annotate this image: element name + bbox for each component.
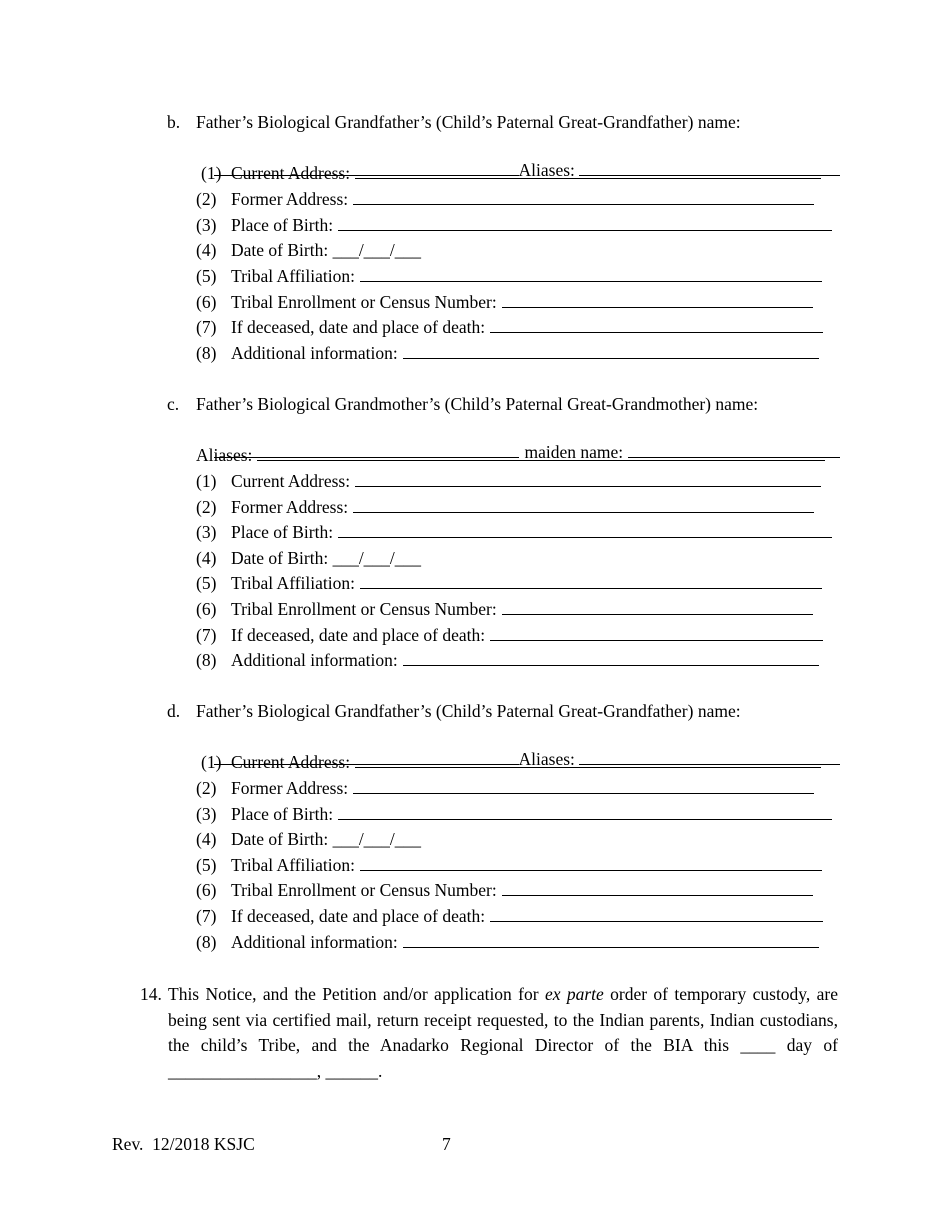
place-of-birth-line [231, 521, 832, 543]
current-address-line [231, 162, 821, 184]
enrollment-number-field[interactable] [502, 599, 813, 615]
item-label: Current Address: [231, 471, 351, 491]
item-label: Place of Birth: [231, 215, 334, 235]
current-address-line [231, 751, 821, 773]
former-address-line [231, 777, 814, 799]
item-num: (2) [196, 778, 217, 798]
former-address-field[interactable] [353, 778, 814, 794]
date-of-birth-field[interactable]: Date of Birth: ___/___/___ [231, 829, 422, 849]
item-num: (8) [196, 650, 217, 670]
item-label: Place of Birth: [231, 522, 334, 542]
paragraph-14 [140, 982, 839, 1084]
item-num: (3) [196, 522, 217, 542]
paragraph-text-after: order of temporary custody, are being sent via certified mail, return receipt requested, to the Indian parents, Indian custodians, the child’s Tribe, and the Anadarko Regional Director of the BIA this ____ day of _________________, ______. [168, 984, 839, 1081]
item-label: Former Address: [231, 778, 349, 798]
former-address-line [231, 496, 814, 518]
section-letter: c. [167, 394, 180, 414]
death-info-field[interactable] [490, 906, 823, 922]
item-num: (1) [196, 471, 217, 491]
item-label: Former Address: [231, 497, 349, 517]
date-of-birth-field[interactable]: Date of Birth: ___/___/___ [231, 548, 422, 568]
aliases-field[interactable] [257, 445, 825, 461]
enrollment-number-line [231, 291, 813, 313]
place-of-birth-line [231, 214, 832, 236]
item-num: (8) [196, 343, 217, 363]
former-address-field[interactable] [353, 497, 814, 513]
tribal-affiliation-field[interactable] [360, 266, 822, 282]
section-letter: b. [167, 112, 181, 132]
current-address-line [231, 470, 821, 492]
item-num: (7) [196, 625, 217, 645]
item-num: (8) [196, 932, 217, 952]
place-of-birth-field[interactable] [338, 522, 832, 538]
additional-info-line [231, 931, 819, 953]
additional-info-field[interactable] [403, 343, 819, 359]
item-num: (7) [196, 317, 217, 337]
paragraph-italic-term: ex parte [544, 984, 604, 1004]
death-info-line [231, 624, 823, 646]
maiden-name-label: maiden name: [524, 442, 624, 462]
aliases-line [196, 444, 825, 466]
item-num: (2) [196, 189, 217, 209]
section-heading: Father’s Biological Grandfather’s (Child’s Paternal Great-Grandfather) name: [196, 701, 741, 721]
aliases-label: Aliases: [518, 749, 575, 769]
item-label: Additional information: [231, 932, 398, 952]
additional-info-field[interactable] [403, 650, 819, 666]
place-of-birth-field[interactable] [338, 215, 832, 231]
paragraph-text-before: This Notice, and the Petition and/or application for [168, 984, 539, 1004]
item-label: Former Address: [231, 189, 349, 209]
enrollment-number-line [231, 598, 813, 620]
item-num: (4) [196, 240, 217, 260]
item-label: Current Address: [231, 752, 351, 772]
additional-info-field[interactable] [403, 932, 819, 948]
current-address-field[interactable] [355, 752, 821, 768]
paragraph-number: 14. [140, 984, 162, 1004]
item-label: Tribal Enrollment or Census Number: [231, 292, 497, 312]
item-label: Tribal Affiliation: [231, 855, 355, 875]
current-address-field[interactable] [355, 163, 821, 179]
section-letter: d. [167, 701, 181, 721]
item-label: Tribal Enrollment or Census Number: [231, 880, 497, 900]
footer-revision: Rev. 12/2018 KSJC [112, 1134, 255, 1154]
item-num: (1) [201, 163, 222, 183]
item-num: (3) [196, 215, 217, 235]
item-num: (5) [196, 266, 217, 286]
item-label: Additional information: [231, 343, 398, 363]
item-label: Additional information: [231, 650, 398, 670]
item-num: (5) [196, 573, 217, 593]
item-label: If deceased, date and place of death: [231, 625, 486, 645]
aliases-label: Aliases: [196, 445, 253, 465]
item-label: Current Address: [231, 163, 351, 183]
item-label: Tribal Enrollment or Census Number: [231, 599, 497, 619]
tribal-affiliation-field[interactable] [360, 573, 822, 589]
item-num: (4) [196, 548, 217, 568]
additional-info-line [231, 649, 819, 671]
aliases-label: Aliases: [518, 160, 575, 180]
former-address-field[interactable] [353, 189, 814, 205]
item-num: (6) [196, 880, 217, 900]
death-info-line [231, 905, 823, 927]
section-heading: Father’s Biological Grandmother’s (Child’s Paternal Great-Grandmother) name: [196, 394, 759, 414]
item-num: (3) [196, 804, 217, 824]
item-num: (6) [196, 292, 217, 312]
item-label: If deceased, date and place of death: [231, 906, 486, 926]
enrollment-number-field[interactable] [502, 880, 813, 896]
page-number: 7 [442, 1134, 451, 1154]
section-heading: Father’s Biological Grandfather’s (Child’s Paternal Great-Grandfather) name: [196, 112, 741, 132]
tribal-affiliation-line [231, 854, 822, 876]
current-address-field[interactable] [355, 471, 821, 487]
item-label: If deceased, date and place of death: [231, 317, 486, 337]
date-of-birth-field[interactable]: Date of Birth: ___/___/___ [231, 240, 422, 260]
death-info-line [231, 316, 823, 338]
tribal-affiliation-field[interactable] [360, 855, 822, 871]
item-label: Tribal Affiliation: [231, 573, 355, 593]
item-label: Place of Birth: [231, 804, 334, 824]
item-num: (1) [201, 752, 222, 772]
place-of-birth-line [231, 803, 832, 825]
place-of-birth-field[interactable] [338, 804, 832, 820]
item-num: (6) [196, 599, 217, 619]
enrollment-number-line [231, 879, 813, 901]
former-address-line [231, 188, 814, 210]
death-info-field[interactable] [490, 317, 823, 333]
item-num: (5) [196, 855, 217, 875]
item-num: (7) [196, 906, 217, 926]
additional-info-line [231, 342, 819, 364]
enrollment-number-field[interactable] [502, 292, 813, 308]
item-label: Tribal Affiliation: [231, 266, 355, 286]
item-num: (4) [196, 829, 217, 849]
item-num: (2) [196, 497, 217, 517]
tribal-affiliation-line [231, 572, 822, 594]
tribal-affiliation-line [231, 265, 822, 287]
death-info-field[interactable] [490, 625, 823, 641]
